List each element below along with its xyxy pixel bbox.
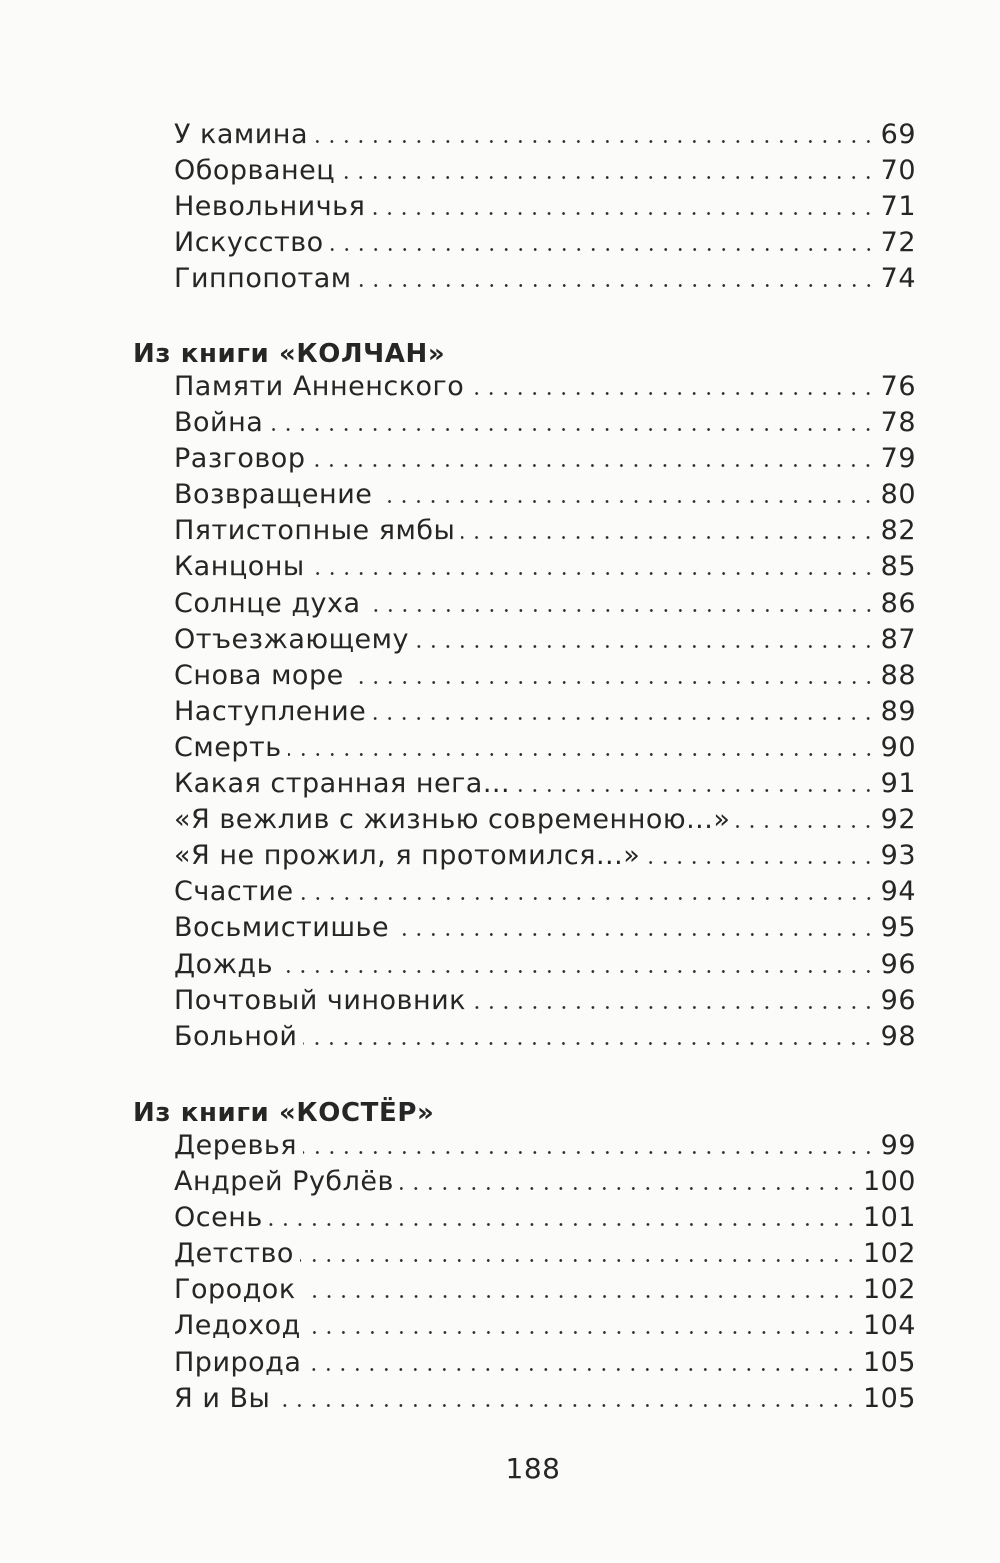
entry-title: Памяти Анненского xyxy=(174,371,465,402)
toc-entry xyxy=(174,658,916,694)
entry-page-number: 79 xyxy=(880,443,916,475)
toc-entry xyxy=(174,1164,916,1200)
entry-page-number: 96 xyxy=(880,984,916,1016)
entry-page-number: 70 xyxy=(880,155,916,187)
toc-entry xyxy=(174,477,916,513)
dot-leader xyxy=(311,464,875,467)
entry-page-number: 94 xyxy=(880,876,916,908)
entry-title: Восьмистишье xyxy=(174,912,390,944)
toc-entry xyxy=(174,405,916,441)
dot-leader xyxy=(470,392,875,395)
entry-page-number: 89 xyxy=(880,695,916,727)
dot-leader xyxy=(288,753,876,756)
toc-entry xyxy=(174,983,916,1019)
entry-page-number: 80 xyxy=(880,479,916,511)
toc-entry xyxy=(174,441,916,477)
entry-title: Возвращение xyxy=(174,479,373,511)
toc-entry xyxy=(174,874,916,910)
entry-title: Почтовый чиновник xyxy=(174,984,466,1016)
entry-page-number: 95 xyxy=(880,912,916,944)
dot-leader xyxy=(303,1151,876,1154)
dot-leader xyxy=(461,536,875,539)
entry-title: Дождь xyxy=(174,948,274,980)
page-number: 188 xyxy=(505,1452,561,1485)
entry-title: Городок xyxy=(174,1274,296,1306)
entry-title: Осень xyxy=(174,1202,263,1234)
dot-leader xyxy=(279,970,876,973)
toc-list xyxy=(174,1128,916,1417)
toc-entry xyxy=(174,1381,916,1417)
entry-page-number: 82 xyxy=(880,515,916,547)
toc-entry xyxy=(174,225,916,261)
dot-leader xyxy=(367,609,876,612)
entry-page-number: 69 xyxy=(880,119,916,150)
toc-entry xyxy=(174,1272,916,1308)
toc-entry xyxy=(174,513,916,549)
toc-entry xyxy=(174,586,916,622)
entry-title: Наступление xyxy=(174,695,367,727)
dot-leader xyxy=(378,500,875,503)
section-heading: Из книги «КОЛЧАН» xyxy=(133,339,446,369)
entry-page-number: 92 xyxy=(880,804,916,836)
dot-leader xyxy=(415,645,876,648)
entry-title: Счастие xyxy=(174,876,294,908)
toc-entry xyxy=(174,622,916,658)
entry-page-number: 104 xyxy=(862,1310,916,1342)
entry-page-number: 88 xyxy=(880,659,916,691)
entry-page-number: 100 xyxy=(862,1166,916,1198)
dot-leader xyxy=(395,933,876,936)
entry-title: Я и Вы xyxy=(174,1382,271,1414)
toc-entry xyxy=(174,766,916,802)
dot-leader xyxy=(314,140,876,143)
toc-entry xyxy=(174,153,916,189)
toc-entry xyxy=(174,1308,916,1344)
dot-leader xyxy=(307,1368,858,1371)
entry-page-number: 99 xyxy=(880,1130,916,1161)
entry-page-number: 76 xyxy=(880,371,916,402)
dot-leader xyxy=(300,897,876,900)
dot-leader xyxy=(472,1006,876,1009)
entry-page-number: 74 xyxy=(880,263,916,295)
entry-title: Разговор xyxy=(174,443,306,475)
dot-leader xyxy=(341,176,875,179)
entry-page-number: 101 xyxy=(862,1202,916,1234)
dot-leader xyxy=(330,248,876,251)
entry-page-number: 102 xyxy=(862,1274,916,1306)
entry-title: Гиппопотам xyxy=(174,263,352,295)
toc-entry xyxy=(174,1019,916,1055)
toc-entry xyxy=(174,549,916,585)
entry-page-number: 72 xyxy=(880,227,916,259)
dot-leader xyxy=(311,572,876,575)
toc-entry xyxy=(174,1200,916,1236)
dot-leader xyxy=(358,284,876,287)
dot-leader xyxy=(372,717,875,720)
dot-leader xyxy=(303,1042,875,1045)
entry-page-number: 93 xyxy=(880,840,916,872)
dot-leader xyxy=(276,1404,858,1407)
entry-title: Андрей Рублёв xyxy=(174,1166,394,1198)
entry-page-number: 85 xyxy=(880,551,916,583)
entry-title: Пятистопные ямбы xyxy=(174,515,456,547)
toc-entry xyxy=(174,1128,916,1164)
entry-page-number: 87 xyxy=(880,623,916,655)
toc-entry xyxy=(174,730,916,766)
toc-list xyxy=(174,117,916,297)
entry-page-number: 105 xyxy=(862,1382,916,1414)
entry-title: «Я вежлив с жизнью современною...» xyxy=(174,804,731,836)
entry-page-number: 102 xyxy=(862,1238,916,1270)
entry-title: Больной xyxy=(174,1020,298,1052)
toc-list xyxy=(174,369,916,1055)
toc-entry xyxy=(174,947,916,983)
dot-leader xyxy=(400,1187,858,1190)
dot-leader xyxy=(302,1295,858,1298)
dot-leader xyxy=(269,428,875,431)
entry-title: Солнце духа xyxy=(174,587,361,619)
entry-title: Ледоход xyxy=(174,1310,301,1342)
toc-entry xyxy=(174,694,916,730)
entry-page-number: 91 xyxy=(880,768,916,800)
toc-entry xyxy=(174,369,916,405)
toc-entry xyxy=(174,261,916,297)
dot-leader xyxy=(350,681,876,684)
dot-leader xyxy=(307,1331,858,1334)
entry-page-number: 86 xyxy=(880,587,916,619)
entry-page-number: 78 xyxy=(880,407,916,439)
toc-entry xyxy=(174,910,916,946)
section-heading: Из книги «КОСТЁР» xyxy=(133,1098,435,1128)
entry-title: У камина xyxy=(174,119,309,150)
entry-title: Искусство xyxy=(174,227,324,259)
toc-entry xyxy=(174,117,916,153)
dot-leader xyxy=(736,825,875,828)
toc-entry xyxy=(174,1236,916,1272)
toc-entry xyxy=(174,189,916,225)
entry-page-number: 105 xyxy=(862,1346,916,1378)
entry-title: Невольничья xyxy=(174,191,366,223)
entry-title: Детство xyxy=(174,1238,294,1270)
entry-title: Снова море xyxy=(174,659,344,691)
entry-page-number: 90 xyxy=(880,731,916,763)
entry-title: Оборванец xyxy=(174,155,336,187)
entry-title: Природа xyxy=(174,1346,302,1378)
dot-leader xyxy=(516,789,876,792)
entry-title: Деревья xyxy=(174,1130,298,1161)
entry-title: Какая странная нега... xyxy=(174,768,511,800)
entry-title: Смерть xyxy=(174,731,282,763)
toc-entry xyxy=(174,1345,916,1381)
dot-leader xyxy=(646,861,875,864)
dot-leader xyxy=(371,212,875,215)
dot-leader xyxy=(300,1259,858,1262)
entry-page-number: 98 xyxy=(880,1020,916,1052)
entry-title: Отъезжающему xyxy=(174,623,410,655)
entry-title: Канцоны xyxy=(174,551,305,583)
dot-leader xyxy=(269,1223,858,1226)
toc-entry xyxy=(174,802,916,838)
entry-page-number: 71 xyxy=(880,191,916,223)
entry-title: Война xyxy=(174,407,264,439)
entry-title: «Я не прожил, я протомился...» xyxy=(174,840,641,872)
entry-page-number: 96 xyxy=(880,948,916,980)
toc-entry xyxy=(174,838,916,874)
